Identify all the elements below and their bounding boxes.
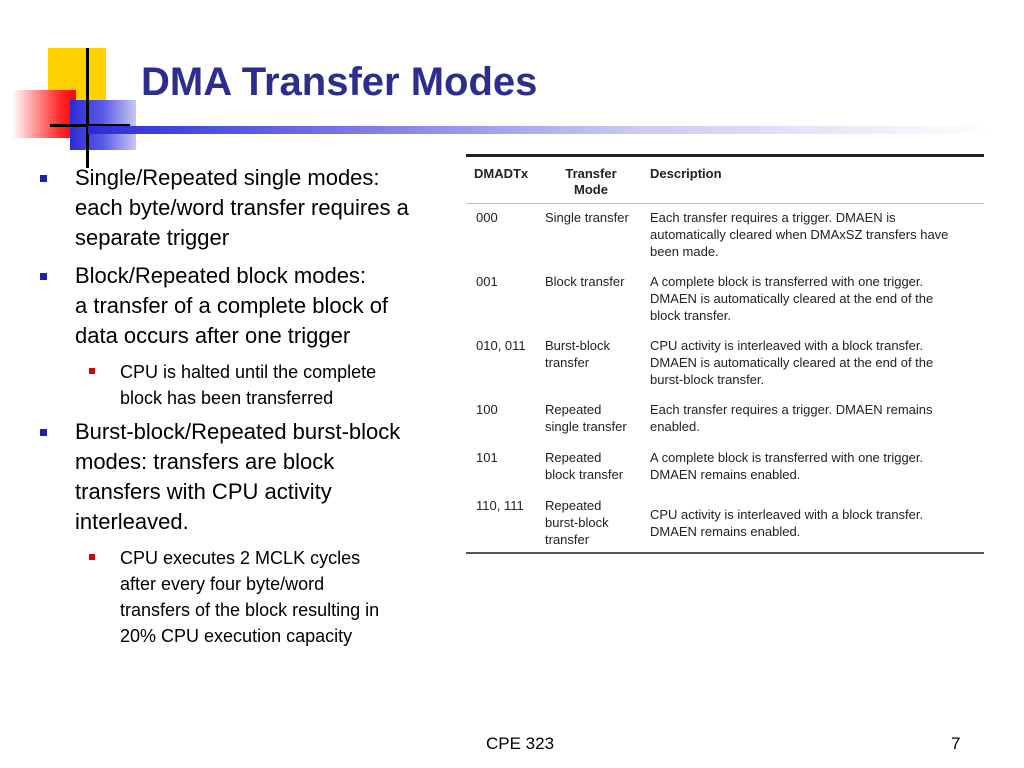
table-bottom-rule — [466, 552, 984, 554]
bullet-line: Block/Repeated block modes: — [75, 263, 367, 288]
bullet-item — [36, 261, 466, 351]
bullet-marker — [40, 429, 47, 436]
header-transfer-mode — [562, 166, 620, 198]
sub-bullet-line: CPU executes 2 MCLK cycles — [120, 548, 361, 568]
bullet-line: modes: transfers are block — [75, 449, 335, 474]
table-header — [466, 157, 984, 204]
cell-code: 001 — [476, 274, 498, 289]
mode-line: Repeated — [545, 498, 602, 513]
cell-mode — [545, 273, 645, 290]
mode-line: block transfer — [545, 467, 624, 482]
sub-bullet-item — [75, 545, 466, 649]
desc-line: DMAEN is automatically cleared at the end of the — [650, 355, 934, 370]
cell-code: 000 — [476, 210, 498, 225]
sub-bullet-line: transfers of the block resulting in — [120, 600, 380, 620]
cell-code: 101 — [476, 450, 498, 465]
sub-bullet-item — [75, 359, 466, 411]
header-transfer-mode-line1: Transfer — [565, 166, 617, 181]
desc-line: A complete block is transferred with one trigger. — [650, 274, 924, 289]
sub-bullet-line: after every four byte/word — [120, 574, 325, 594]
sub-bullet-line: 20% CPU execution capacity — [120, 626, 353, 646]
mode-line: Repeated — [545, 402, 602, 417]
bullet-line: Burst-block/Repeated burst-block — [75, 419, 401, 444]
desc-line: CPU activity is interleaved with a block transfer. — [650, 338, 924, 353]
dma-modes-table — [466, 154, 984, 556]
desc-line: DMAEN remains enabled. — [650, 467, 801, 482]
mode-line: Single transfer — [545, 210, 629, 225]
cell-code: 110, 111 — [476, 498, 524, 513]
bullet-line: a transfer of a complete block of — [75, 293, 389, 318]
desc-line: Each transfer requires a trigger. DMAEN is — [650, 210, 896, 225]
bullet-line: transfers with CPU activity — [75, 479, 332, 504]
mode-line: Burst-block — [545, 338, 611, 353]
cell-code: 010, 011 — [476, 338, 526, 353]
cell-mode — [545, 337, 645, 371]
cell-description — [650, 506, 980, 540]
header-transfer-mode-line2: Mode — [574, 182, 608, 197]
header-dmadtx: DMADTx — [474, 166, 529, 181]
mode-line: Repeated — [545, 450, 602, 465]
desc-line: Each transfer requires a trigger. DMAEN remains — [650, 402, 933, 417]
cell-mode — [545, 401, 645, 435]
mode-line: transfer — [545, 532, 590, 547]
desc-line: been made. — [650, 244, 719, 259]
mode-line: Block transfer — [545, 274, 625, 289]
desc-line: automatically cleared when DMAxSZ transfers have — [650, 227, 949, 242]
cell-mode — [545, 497, 645, 548]
mode-line: burst-block — [545, 515, 609, 530]
slide-title: DMA Transfer Modes — [141, 60, 538, 104]
bullet-item — [36, 163, 466, 253]
bullet-line: separate trigger — [75, 225, 230, 250]
header-description: Description — [650, 166, 722, 181]
cell-mode — [545, 209, 645, 226]
desc-line: enabled. — [650, 419, 700, 434]
bullet-marker — [40, 273, 47, 280]
logo-red-bar — [12, 90, 76, 138]
cell-description — [650, 401, 980, 435]
bullet-line: each byte/word transfer requires a — [75, 195, 409, 220]
bullet-line: data occurs after one trigger — [75, 323, 351, 348]
bullet-line: interleaved. — [75, 509, 189, 534]
desc-line: CPU activity is interleaved with a block transfer. — [650, 507, 924, 522]
sub-bullet-line: block has been transferred — [120, 388, 334, 408]
desc-line: A complete block is transferred with one trigger. — [650, 450, 924, 465]
bullet-line: Single/Repeated single modes: — [75, 165, 380, 190]
bullet-item — [36, 417, 466, 537]
sub-bullet-line: CPU is halted until the complete — [120, 362, 377, 382]
sub-bullet-marker — [89, 368, 95, 374]
slide-number: 7 — [951, 734, 961, 753]
desc-line: DMAEN is automatically cleared at the end of the — [650, 291, 934, 306]
desc-line: burst-block transfer. — [650, 372, 765, 387]
cell-description — [650, 449, 980, 483]
bullet-marker — [40, 175, 47, 182]
sub-bullet-marker — [89, 554, 95, 560]
cell-description — [650, 273, 980, 324]
bullet-list — [36, 163, 466, 655]
footer-course: CPE 323 — [486, 734, 555, 753]
mode-line: single transfer — [545, 419, 627, 434]
cell-description — [650, 337, 980, 388]
cell-mode — [545, 449, 645, 483]
cell-code: 100 — [476, 402, 498, 417]
desc-line: DMAEN remains enabled. — [650, 524, 801, 539]
cell-description — [650, 209, 980, 260]
desc-line: block transfer. — [650, 308, 731, 323]
mode-line: transfer — [545, 355, 590, 370]
logo-vertical-line — [86, 48, 89, 168]
title-underline — [88, 126, 992, 134]
